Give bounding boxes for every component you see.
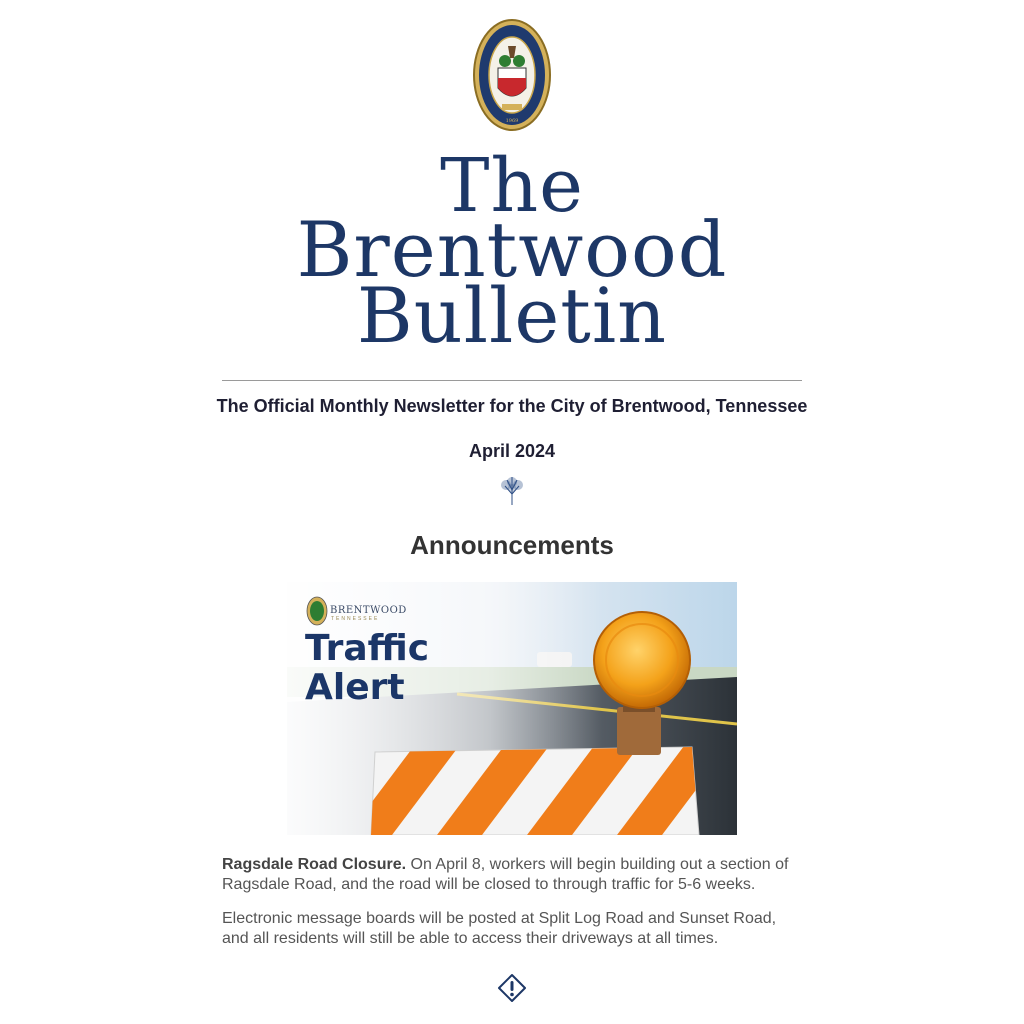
masthead-line-1: The <box>440 143 584 229</box>
masthead-line-3: Bulletin <box>356 271 668 360</box>
tree-icon <box>497 474 527 506</box>
article-lead-bold: Ragsdale Road Closure. <box>222 856 407 873</box>
city-seal-icon <box>472 18 552 132</box>
article-paragraph-2: Electronic message boards will be posted at Split Log Road and Sunset Road, and all residents will still be able to access their driveways at all times. <box>222 910 777 947</box>
banner-brand-sub: TENNESSEE <box>331 616 380 622</box>
banner-title-line-2: Alert <box>305 667 405 708</box>
article-lead-text: On April 8, workers will begin building out a section of Ragsdale Road, and the road will be closed to through traffic for 5-6 weeks. <box>222 856 789 893</box>
svg-text:1969: 1969 <box>505 118 519 124</box>
section-heading: Announcements <box>410 530 614 560</box>
warning-diamond-icon <box>497 973 527 1003</box>
article-paragraph-1 <box>222 855 802 895</box>
banner-title-line-1: Traffic <box>305 628 430 669</box>
masthead-line-2: Brentwood <box>296 205 728 294</box>
banner-brand: BRENTWOOD <box>330 605 407 616</box>
issue-date: April 2024 <box>468 441 556 461</box>
newsletter-subtitle: The Official Monthly Newsletter for the City of Brentwood, Tennessee <box>216 396 808 416</box>
divider <box>222 380 802 381</box>
